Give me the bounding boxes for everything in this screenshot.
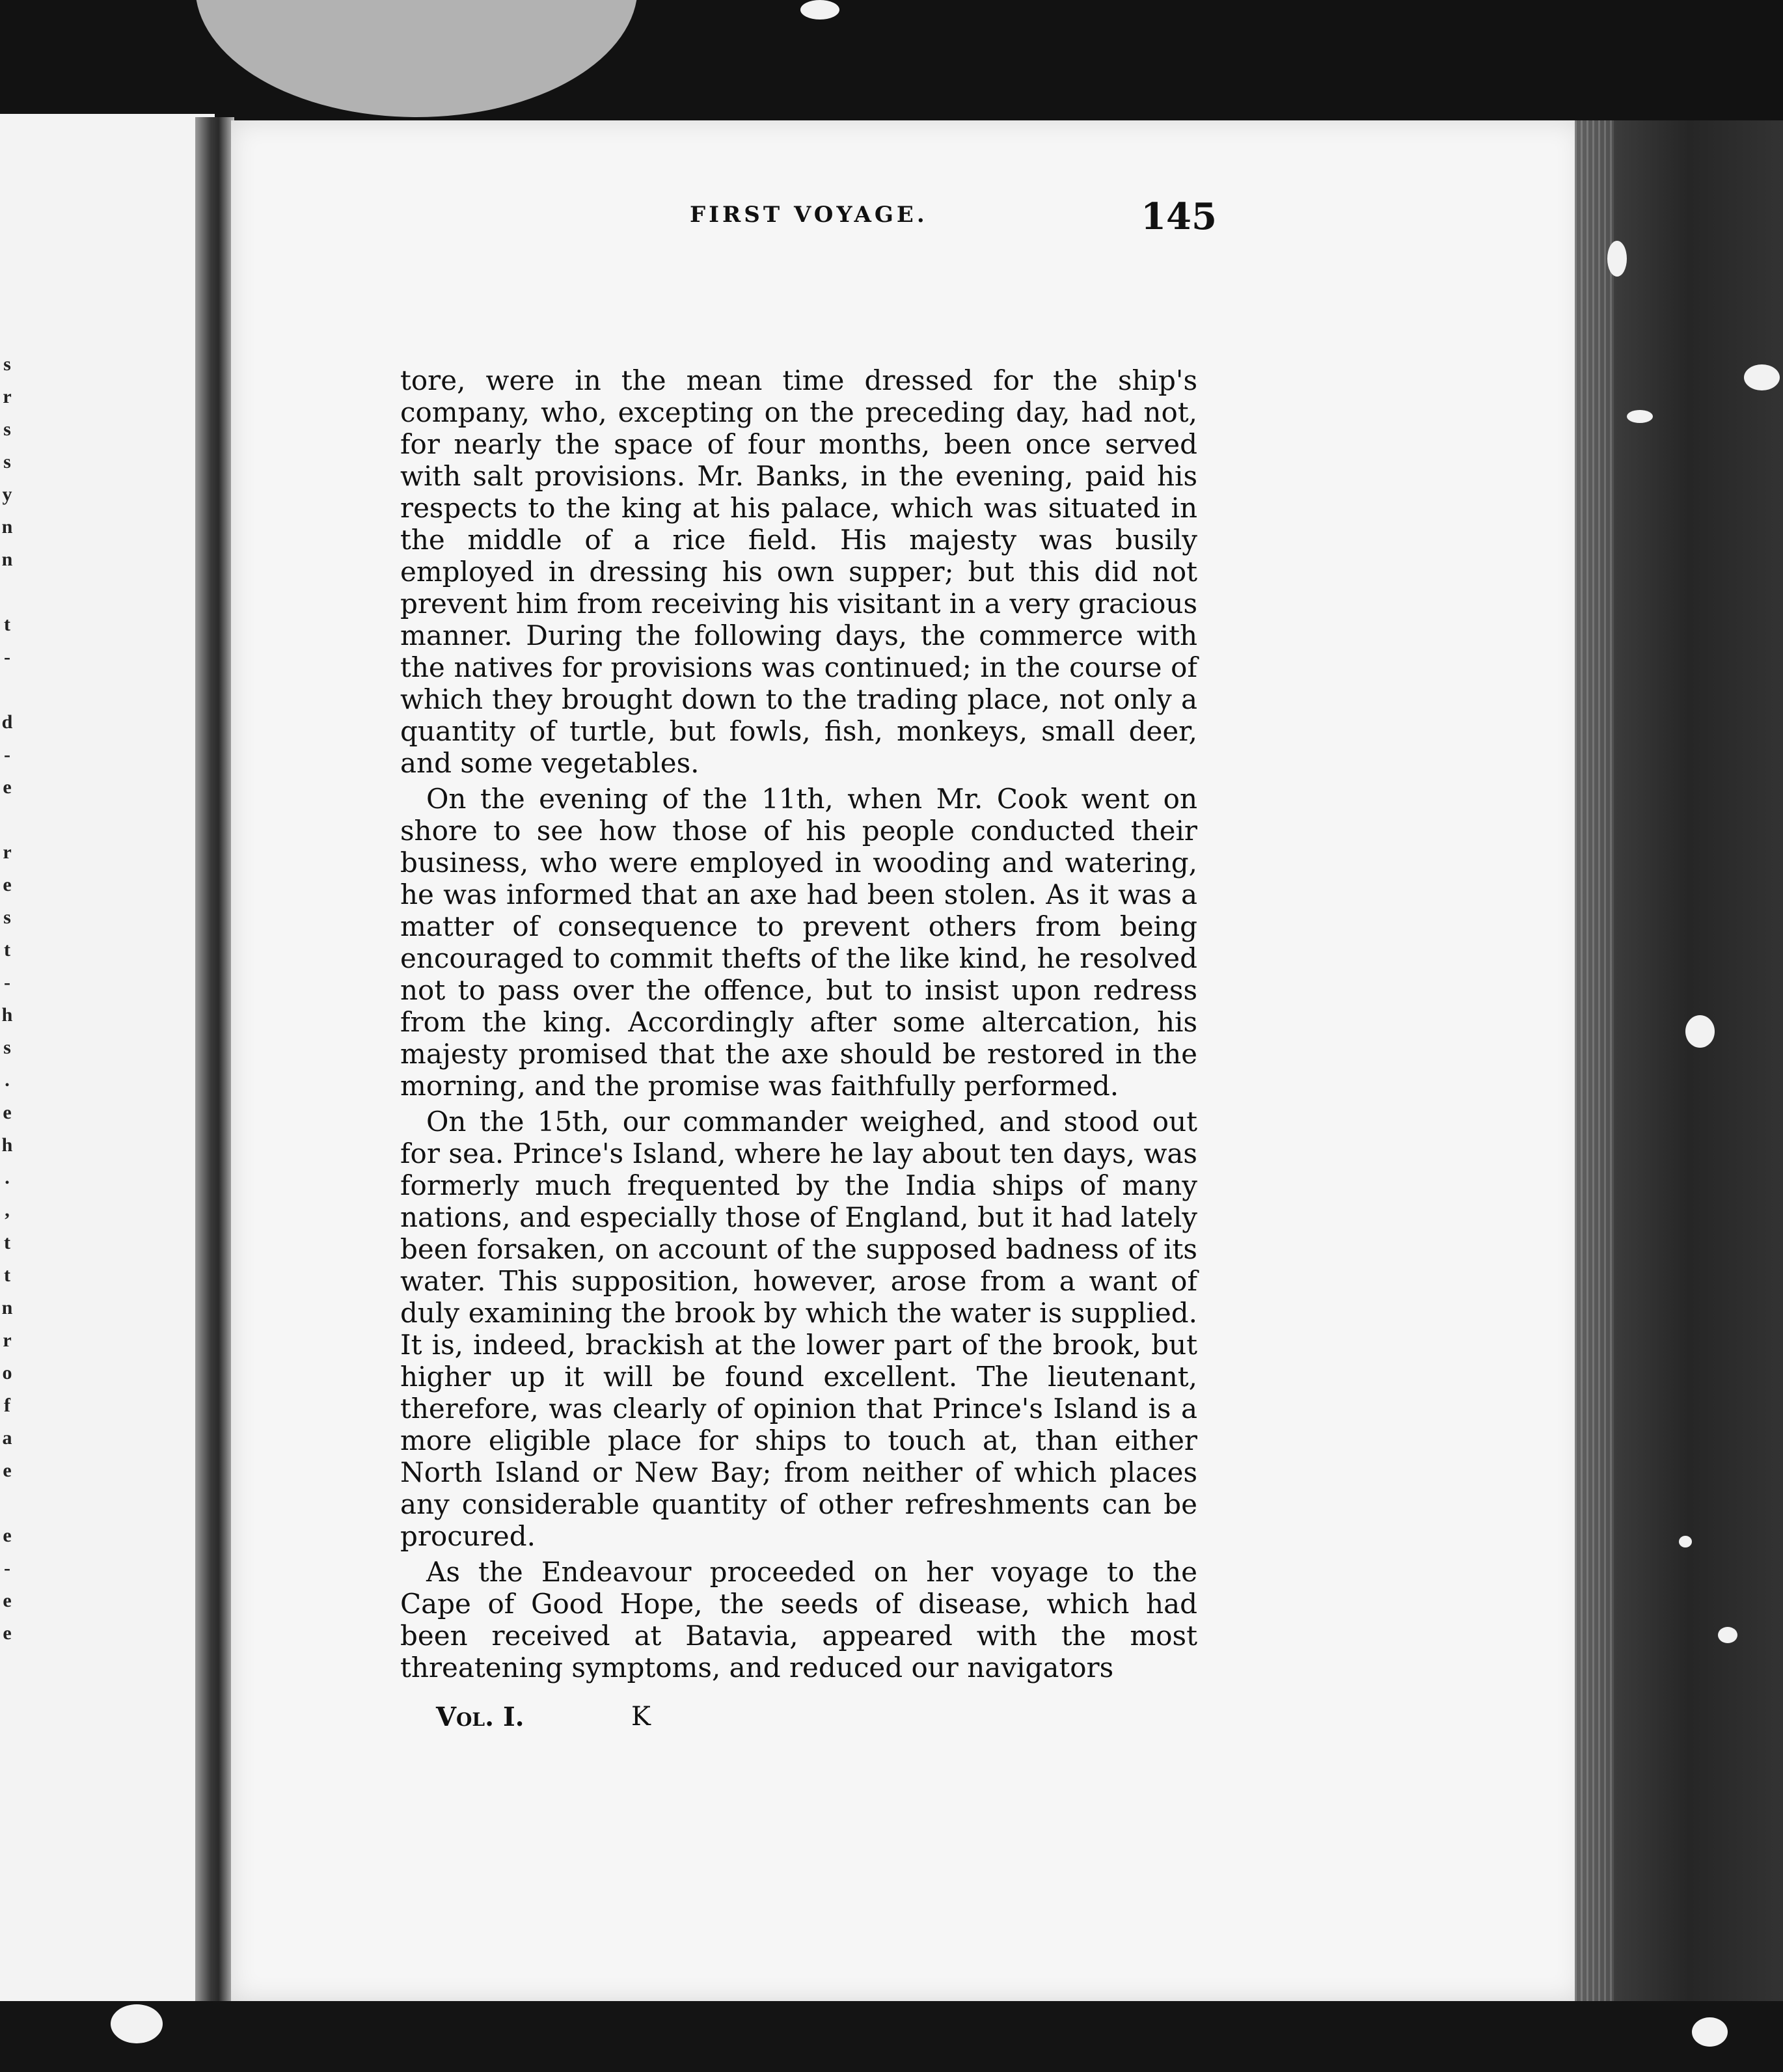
dust-speck bbox=[800, 0, 839, 20]
left-edge-letter: t bbox=[4, 1232, 10, 1253]
page-edge-lines bbox=[1575, 120, 1614, 2008]
left-edge-letter: e bbox=[3, 776, 12, 798]
dust-speck bbox=[1744, 364, 1780, 390]
left-edge-letter: - bbox=[4, 1557, 10, 1579]
film-bottom-border bbox=[0, 2001, 1783, 2072]
paragraph-3: On the 15th, our commander weighed, and stood out for sea. Prince's Island, where he lay about ten days, was formerly much frequented by the India ships of many nations, and especially those of England, but it had lately been forsaken, on account of the supposed badness of its water. This supposition, however, arose from a want of duly examining the brook by which the water is supplied. It is, indeed, brackish at the lower part of the brook, but higher up it will be found excellent. The lieutenant, therefore, was clearly of opinion that Prince's Island is a more eligible place for ships to touch at, than either North Island or New Bay; from neither of which places any considerable quantity of other refreshments can be procured. bbox=[400, 1106, 1197, 1552]
left-edge-letter: s bbox=[3, 906, 11, 928]
paragraph-2: On the evening of the 11th, when Mr. Cook went on shore to see how those of his people conducted their business, who were employed in wooding and watering, he was informed that an axe had been stolen. As it was a matter of consequence to prevent others from being encouraged to commit thefts of the like kind, he resolved not to pass over the offence, but to insist upon redress from the king. Accordingly after some altercation, his majesty promised that the axe should be restored in the morning, and the promise was faithfully performed. bbox=[400, 783, 1197, 1102]
left-edge-letter: e bbox=[3, 1590, 12, 1611]
left-edge-letter: - bbox=[4, 972, 10, 993]
dust-speck bbox=[1627, 410, 1653, 423]
left-edge-letter: . bbox=[5, 1167, 10, 1188]
left-edge-letter: t bbox=[4, 614, 10, 635]
left-edge-letter bbox=[5, 804, 10, 836]
left-edge-letter: - bbox=[4, 744, 10, 765]
left-edge-letter: r bbox=[3, 1329, 12, 1351]
left-edge-letter: f bbox=[4, 1395, 10, 1416]
dust-speck bbox=[1718, 1627, 1737, 1643]
running-head: FIRST VOYAGE. bbox=[690, 202, 928, 228]
left-edge-letter: d bbox=[1, 711, 13, 733]
left-edge-letter: r bbox=[3, 386, 12, 407]
left-edge-letter: y bbox=[2, 484, 12, 505]
left-edge-letter: n bbox=[1, 549, 13, 570]
body-text bbox=[400, 364, 1197, 1684]
paragraph-1: tore, were in the mean time dressed for the ship's company, who, excepting on the preceding day, had not, for nearly the space of four months, been once served with salt provisions. Mr. Banks, in the evening, paid his respects to the king at his palace, which was situated in the middle of a rice field. His majesty was busily employed in dressing his own supper; but this did not prevent him from receiving his visitant in a very gracious manner. During the following days, the commerce with the natives for provisions was continued; in the course of which they brought down to the trading place, not only a quantity of turtle, but fowls, fish, monkeys, small deer, and some vegetables. bbox=[400, 364, 1197, 779]
page-header bbox=[416, 195, 1217, 260]
left-edge-letter: e bbox=[3, 1102, 12, 1123]
left-edge-letter bbox=[5, 576, 10, 608]
dust-speck bbox=[1685, 1015, 1715, 1048]
left-edge-letter bbox=[5, 1487, 10, 1520]
left-edge-letter: - bbox=[4, 646, 10, 668]
left-edge-letter: s bbox=[3, 353, 11, 375]
left-edge-letter: e bbox=[3, 874, 12, 895]
page-number: 145 bbox=[1141, 195, 1217, 238]
paragraph-4: As the Endeavour proceeded on her voyage to the Cape of Good Hope, the seeds of disease, which had been received at Batavia, appeared with the most threatening symptoms, and reduced our navigators bbox=[400, 1556, 1197, 1684]
book-gutter bbox=[195, 117, 234, 2004]
volume-signature: Vol. I. bbox=[436, 1702, 524, 1732]
left-page-edge-text bbox=[0, 114, 14, 2004]
dust-speck bbox=[1692, 2017, 1728, 2047]
page-footer bbox=[436, 1702, 892, 1741]
dust-speck bbox=[1607, 241, 1627, 277]
left-edge-letter: h bbox=[1, 1004, 13, 1026]
left-edge-letter: t bbox=[4, 939, 10, 961]
left-edge-letter: s bbox=[3, 451, 11, 472]
left-edge-letter: t bbox=[4, 1264, 10, 1286]
left-edge-letter: e bbox=[3, 1525, 12, 1546]
gathering-signature: K bbox=[631, 1702, 651, 1732]
dust-speck bbox=[111, 2004, 163, 2043]
left-edge-letter: h bbox=[1, 1134, 13, 1156]
left-edge-letter: r bbox=[3, 841, 12, 863]
left-edge-letter: , bbox=[5, 1199, 10, 1221]
left-edge-letter: s bbox=[3, 418, 11, 440]
left-edge-letter: n bbox=[1, 1297, 13, 1318]
left-edge-letter: . bbox=[5, 1069, 10, 1091]
left-facing-page bbox=[0, 114, 215, 2004]
left-edge-letter: e bbox=[3, 1460, 12, 1481]
left-edge-letter bbox=[5, 674, 10, 706]
left-edge-letter: s bbox=[3, 1037, 11, 1058]
left-edge-letter: n bbox=[1, 516, 13, 538]
dust-speck bbox=[1679, 1536, 1692, 1547]
left-edge-letter: e bbox=[3, 1622, 12, 1644]
left-edge-letter: a bbox=[2, 1427, 12, 1449]
left-edge-letter: o bbox=[2, 1362, 12, 1384]
